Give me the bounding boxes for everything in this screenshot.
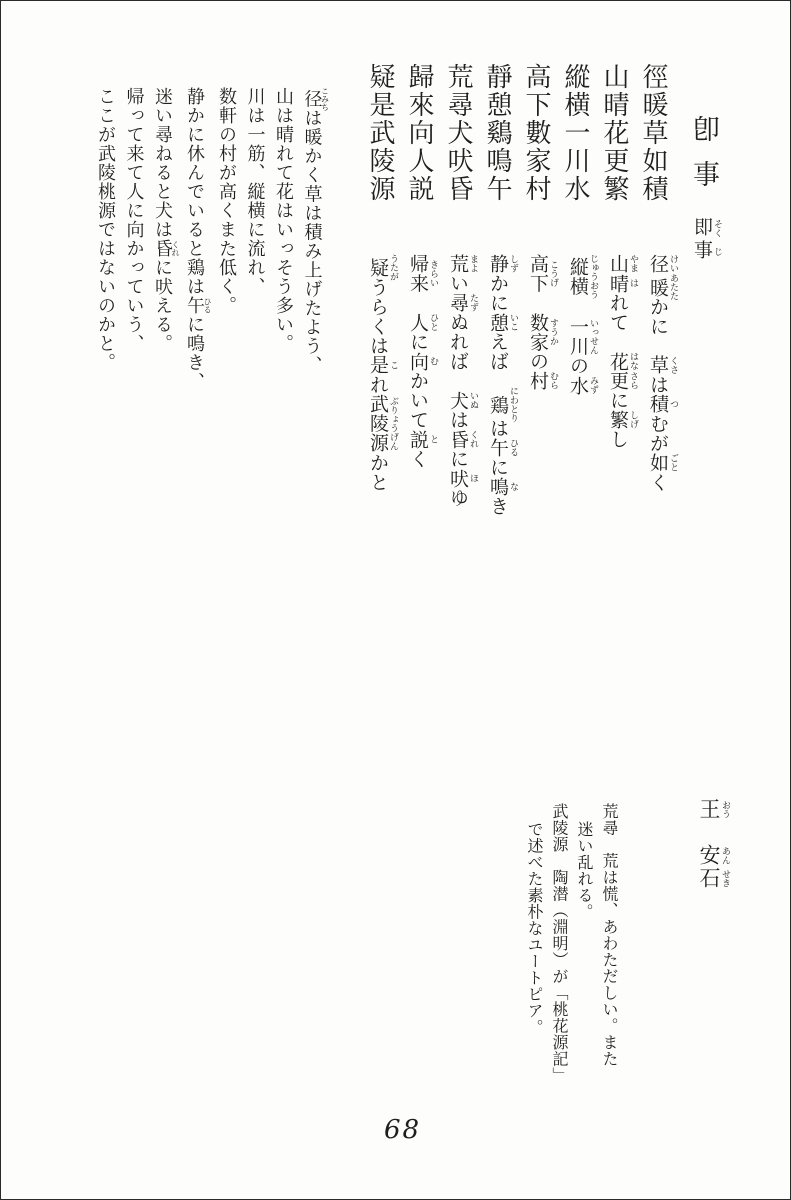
poem-line: 山晴花更繁 <box>599 63 629 203</box>
translation-line: 川は一筋、縦横に流れ、 <box>244 87 266 296</box>
poem-title: 卽事 <box>688 115 719 205</box>
translation-line: ここが武陵桃源ではないのかと。 <box>95 87 116 372</box>
kundoku-line: 疑 うたがうらくは是 これ武陵源 ぶりょうげんかと <box>367 254 398 492</box>
kundoku-line: 荒 まよい尋 たずぬれば 犬 いぬは昏 くれに吠 ほゆ <box>447 254 478 508</box>
poem-line: 縱横一川水 <box>560 63 590 203</box>
kundoku-line: 縦横 じゅうおう 一川 いっせんの水 みず <box>567 254 598 395</box>
poem-line: 荒尋犬吠昏 <box>443 63 473 203</box>
poem-line: 徑暖草如積 <box>638 63 668 203</box>
poem-line: 疑是武陵源 <box>365 63 395 203</box>
poem-kundoku-reading <box>358 254 678 516</box>
poem-line: 歸來向人説 <box>404 63 434 203</box>
poem-subtitle-reading: 即 そく事 じ <box>691 217 722 263</box>
poem-original-text <box>360 63 672 203</box>
note-line-continuation: で述べた素朴なユートピア。 <box>525 821 544 1036</box>
note-line: 武陵源 陶潜（淵明）が「桃花源記」 <box>550 803 569 1084</box>
kundoku-line: 径 けい暖 あたたかに 草 くさは積 つむが如 ごとく <box>647 254 678 492</box>
kundoku-line: 帰来 きらい 人 ひとに向 むかいて説 とく <box>407 254 438 469</box>
kundoku-line: 高下 こうげ 数家 すうかの村 むら <box>527 254 558 391</box>
translation-line: 帰って来て人に向かっていう、 <box>123 87 145 353</box>
modern-translation <box>91 87 330 391</box>
kundoku-line: 静 しずかに憩 いこえば 鶏 にわとりは午 ひるに鳴 なき <box>487 254 518 516</box>
translation-line: 静かに休んでいると鶏は午ひるに鳴き、 <box>184 87 212 391</box>
note-line-continuation: 迷い乱れる。 <box>575 821 594 920</box>
page-number: 68 <box>384 1115 422 1145</box>
translation-line: 山は晴れて花はいっそう多い。 <box>273 87 294 353</box>
notes-section <box>522 803 622 1084</box>
kundoku-line: 山 やま晴 はれて 花 はな更 さらに繁 しげし <box>607 254 638 449</box>
translation-line: 迷い尋ねると犬は昏くれに吠える。 <box>152 87 180 353</box>
translation-line: 径こみちは暖かく草は積み上げたよう、 <box>301 87 330 375</box>
author-name: 王 おう 安 あん石 せき <box>697 798 730 890</box>
note-line: 荒尋 荒は慌、あわただしい。また <box>600 803 619 1067</box>
translation-line: 数軒の村が高くまた低く。 <box>216 87 237 315</box>
poem-line: 靜憩鷄鳴午 <box>482 63 512 203</box>
poem-line: 高下數家村 <box>521 63 551 203</box>
